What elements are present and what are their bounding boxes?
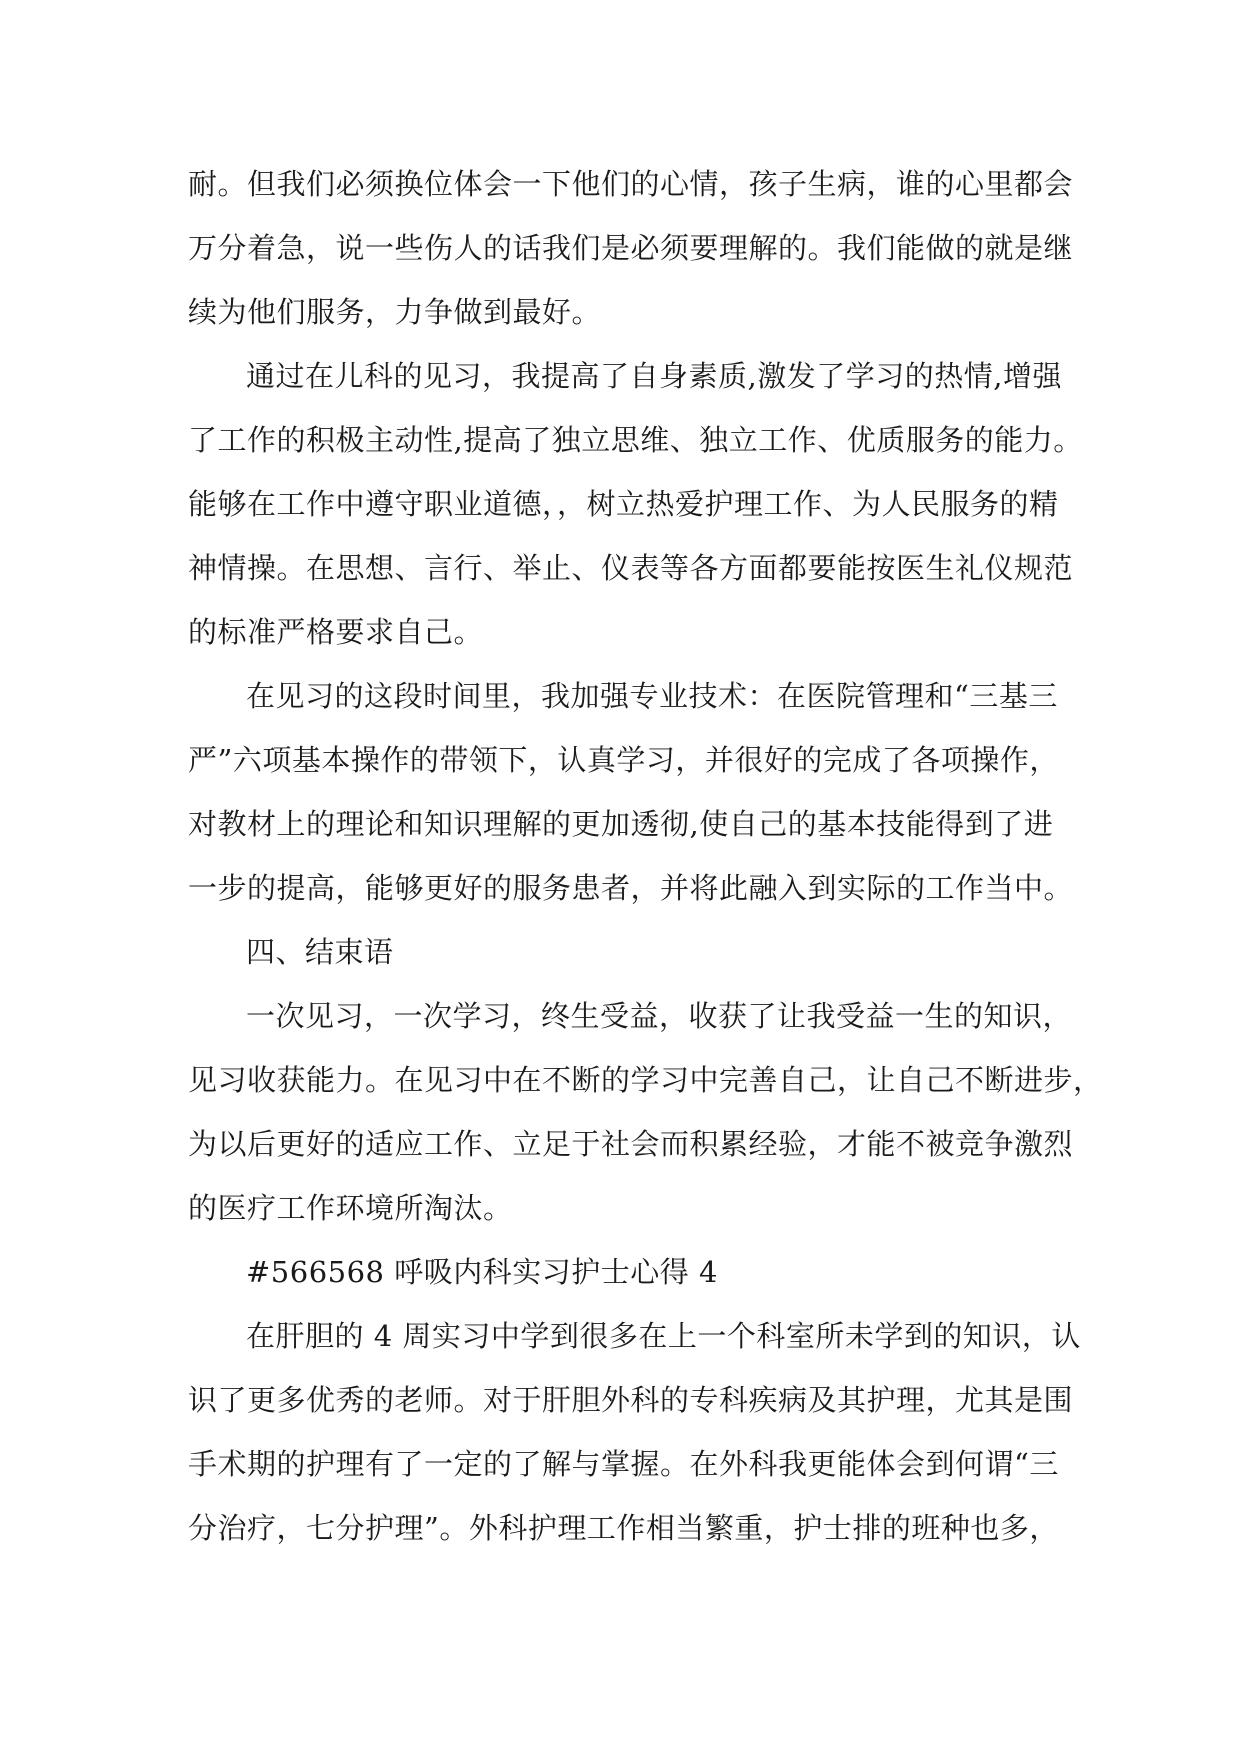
text-line: 分治疗，七分护理”。外科护理工作相当繁重，护士排的班种也多， (188, 1511, 1059, 1545)
text-line: 神情操。在思想、言行、举止、仪表等各方面都要能按医生礼仪规范 (188, 551, 1074, 585)
text-line: 严”六项基本操作的带领下，认真学习，并很好的完成了各项操作， (188, 743, 1059, 777)
text-line: 通过在儿科的见习，我提高了自身素质,激发了学习的热情,增强 (246, 359, 1062, 393)
text-line: 在肝胆的 4 周实习中学到很多在上一个科室所未学到的知识，认 (246, 1319, 1081, 1353)
text-line: 在见习的这段时间里，我加强专业技术：在医院管理和“三基三 (246, 679, 1058, 713)
body-text (188, 152, 1103, 1560)
text-line: 一次见习，一次学习，终生受益，收获了让我受益一生的知识， (246, 999, 1073, 1033)
text-line: 的医疗工作环境所淘汰。 (188, 1191, 513, 1225)
text-line: #566568 呼吸内科实习护士心得 4 (246, 1255, 718, 1289)
text-line: 耐。但我们必须换位体会一下他们的心情，孩子生病，谁的心里都会 (188, 167, 1074, 201)
text-line: 见习收获能力。在见习中在不断的学习中完善自己，让自己不断进步， (188, 1063, 1103, 1097)
text-line: 的标准严格要求自己。 (188, 615, 484, 649)
text-line: 一步的提高，能够更好的服务患者，并将此融入到实际的工作当中。 (188, 871, 1074, 905)
text-line: 手术期的护理有了一定的了解与掌握。在外科我更能体会到何谓“三 (188, 1447, 1059, 1481)
text-line: 了工作的积极主动性,提高了独立思维、独立工作、优质服务的能力。 (188, 423, 1083, 457)
text-line: 能够在工作中遵守职业道德，，树立热爱护理工作、为人民服务的精 (188, 487, 1059, 521)
text-line: 对教材上的理论和知识理解的更加透彻,使自己的基本技能得到了进 (188, 807, 1054, 841)
text-line: 为以后更好的适应工作、立足于社会而积累经验，才能不被竞争激烈 (188, 1127, 1074, 1161)
text-line: 万分着急，说一些伤人的话我们是必须要理解的。我们能做的就是继 (188, 231, 1074, 265)
text-line: 识了更多优秀的老师。对于肝胆外科的专科疾病及其护理，尤其是围 (188, 1383, 1074, 1417)
text-line: 续为他们服务，力争做到最好。 (188, 295, 602, 329)
text-line: 四、结束语 (246, 935, 394, 969)
